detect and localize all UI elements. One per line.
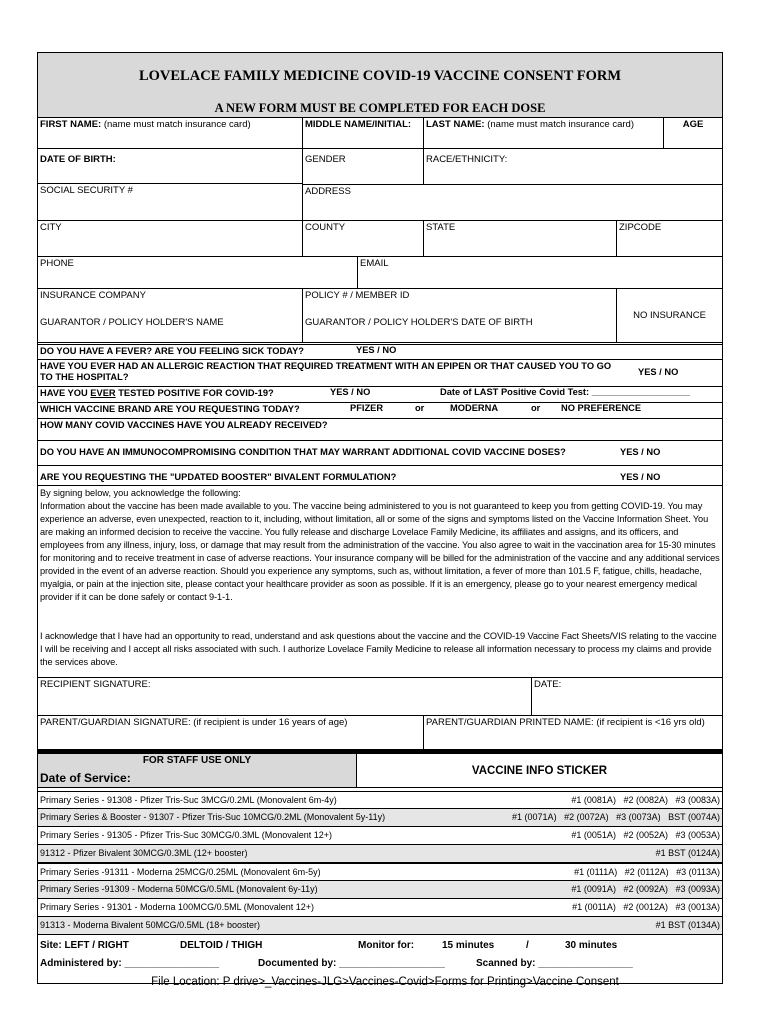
allergy-answer[interactable]: YES / NO	[638, 367, 679, 377]
middle-name-field[interactable]: MIDDLE NAME/INITIAL:	[303, 118, 424, 149]
immunocompromised-question: DO YOU HAVE AN IMMUNOCOMPROMISING CONDITION THAT MAY WARRANT ADDITIONAL COVID VACCINE DOSES? YES / NO	[38, 441, 722, 466]
immunocompromised-answer[interactable]: YES / NO	[620, 447, 661, 457]
signature-date-field[interactable]: DATE:	[532, 677, 722, 716]
scanned-by-field[interactable]: Scanned by: _________________	[476, 958, 633, 969]
date-of-service-field[interactable]: Date of Service:	[38, 768, 356, 788]
vaccine-product-label: Primary Series - 91308 - Pfizer Tris-Suc 3MCG/0.2ML (Monovalent 6m-4y)	[40, 795, 337, 805]
dose-codes[interactable]: #1 (0091A) #2 (0092A) #3 (0093A)	[571, 884, 720, 894]
site-left-right[interactable]: Site: LEFT / RIGHT	[40, 940, 129, 951]
form-title: LOVELACE FAMILY MEDICINE COVID-19 VACCINE CONSENT FORM	[38, 53, 722, 100]
documented-by-field[interactable]: Documented by: ___________________	[258, 958, 445, 969]
address-field[interactable]: ADDRESS	[303, 184, 722, 221]
booster-question: ARE YOU REQUESTING THE "UPDATED BOOSTER" BIVALENT FORMULATION? YES / NO	[38, 466, 722, 486]
site-deltoid-thigh[interactable]: DELTOID / THIGH	[180, 940, 263, 951]
consent-body: Information about the vaccine has been made available to you. The vaccine being administered to you is not guaranteed to keep you from getting COVID-19. You may experience an adverse, even unexpected, reaction to it, including, without limitation, all or some of the signs and symptoms listed on the Vaccine Information Sheet. You are making an informed decision to receive the vaccine. You fully release and discharge Lovelace Family Medicine, its affiliates and assigns, and its officers, and employees from any illness, injury, loss, or damage that may result from the administration of the vaccine. You also agree to wait in the vaccination area for 15-30 minutes for monitoring and to receive treatment in case of adverse reactions. Your insurance company will be billed for the administration of the vaccine and any additional services provided in the event of an adverse reaction. Should you experience any symptoms, such as, without limitation, a fever of more than 101.5 F, fatigue, chills, headache, myalgia, or pain at the injection site, please contact your healthcare provider as soon as possible. If it is an emergency, please go to your nearest emergency medical provider if it can be done safely or contact 9-1-1.	[40, 501, 720, 602]
no-preference-option[interactable]: NO PREFERENCE	[561, 403, 642, 413]
city-field[interactable]: CITY	[38, 221, 303, 257]
vaccine-product-label: Primary Series -91309 - Moderna 50MCG/0.5ML (Monovalent 6y-11y)	[40, 884, 318, 894]
administered-by-field[interactable]: Administered by: _________________	[40, 958, 220, 969]
monitor-30-option[interactable]: 30 minutes	[565, 940, 618, 951]
no-insurance-checkbox[interactable]: NO INSURANCE	[617, 289, 722, 343]
first-name-field[interactable]: FIRST NAME: (name must match insurance card)	[38, 118, 303, 149]
state-field[interactable]: STATE	[424, 221, 617, 257]
vaccine-product-label: Primary Series - 91301 - Moderna 100MCG/0.5ML (Monovalent 12+)	[40, 902, 315, 912]
parent-printed-name-field[interactable]: PARENT/GUARDIAN PRINTED NAME: (if recipient is <16 yrs old)	[424, 716, 722, 750]
insurance-company-field[interactable]: INSURANCE COMPANY	[38, 289, 303, 315]
fever-question: DO YOU HAVE A FEVER? ARE YOU FEELING SICK TODAY? YES / NO	[38, 344, 722, 360]
vaccine-code-row	[38, 791, 722, 809]
last-positive-date-field[interactable]: Date of LAST Positive Covid Test: ___________________	[440, 387, 690, 397]
vaccine-product-label: 91313 - Moderna Bivalent 50MCG/0.5ML (18+ booster)	[40, 920, 261, 930]
gender-field[interactable]: GENDER	[303, 149, 424, 184]
guarantor-dob-field[interactable]: GUARANTOR / POLICY HOLDER'S DATE OF BIRTH	[303, 315, 617, 343]
vaccine-product-label: 91312 - Pfizer Bivalent 30MCG/0.3ML (12+ booster)	[40, 848, 248, 858]
parent-signature-field[interactable]: PARENT/GUARDIAN SIGNATURE: (if recipient is under 16 years of age)	[38, 716, 424, 750]
covid-positive-answer[interactable]: YES / NO	[330, 387, 371, 397]
consent-intro: By signing below, you acknowledge the following:	[40, 488, 241, 498]
dose-codes[interactable]: #1 BST (0134A)	[655, 920, 720, 930]
staff-only-header: FOR STAFF USE ONLY	[38, 754, 356, 768]
race-field[interactable]: RACE/ETHNICITY:	[426, 154, 508, 165]
vaccine-product-label: Primary Series -91311 - Moderna 25MCG/0.25ML (Monovalent 6m-5y)	[40, 867, 321, 877]
consent-form	[37, 52, 723, 984]
phone-field[interactable]: PHONE	[38, 257, 358, 289]
vaccine-sticker-area[interactable]: VACCINE INFO STICKER	[356, 754, 722, 788]
vaccine-code-row	[38, 899, 722, 917]
dose-codes[interactable]: #1 (0111A) #2 (0112A) #3 (0113A)	[574, 867, 720, 877]
vaccine-code-row	[38, 827, 722, 845]
county-field[interactable]: COUNTY	[303, 221, 424, 257]
consent-acknowledgement: I acknowledge that I have had an opportunity to read, understand and ask questions about the vaccine and the COVID-19 Vaccine Fact Sheets/VIS relating to the vaccine I will be receiving and I accept all risks associated with such. I authorize Lovelace Family Medicine to release all information necessary to process my claims and provide the services above.	[40, 631, 717, 667]
vaccine-code-row	[38, 845, 722, 863]
recipient-signature-field[interactable]: RECIPIENT SIGNATURE:	[38, 677, 532, 716]
vaccine-code-row	[38, 881, 722, 899]
vaccines-received-question[interactable]: HOW MANY COVID VACCINES HAVE YOU ALREADY RECEIVED?	[38, 419, 722, 441]
file-location-footer: File Location: P drive>_Vaccines-JLG>Vaccines-Covid>Forms for Printing>Vaccine Consent	[151, 976, 619, 988]
dose-codes[interactable]: #1 (0051A) #2 (0052A) #3 (0053A)	[571, 830, 720, 840]
covid-positive-question: HAVE YOU EVER TESTED POSITIVE FOR COVID-19? YES / NO Date of LAST Positive Covid Test: ___________________	[38, 387, 722, 403]
guarantor-name-field[interactable]: GUARANTOR / POLICY HOLDER'S NAME	[38, 315, 303, 343]
booster-answer[interactable]: YES / NO	[620, 472, 661, 482]
age-field[interactable]: AGE	[664, 118, 722, 149]
signoff-row	[38, 955, 722, 973]
pfizer-option[interactable]: PFIZER	[350, 403, 384, 413]
vaccine-product-label: Primary Series & Booster - 91307 - Pfizer Tris-Suc 10MCG/0.2ML (Monovalent 5y-11y)	[40, 812, 386, 822]
vaccine-code-row	[38, 863, 722, 881]
moderna-option[interactable]: MODERNA	[450, 403, 499, 413]
dose-codes[interactable]: #1 BST (0124A)	[655, 848, 720, 858]
zipcode-field[interactable]: ZIPCODE	[617, 221, 722, 257]
vaccine-code-row	[38, 917, 722, 935]
email-field[interactable]: EMAIL	[358, 257, 722, 289]
fever-answer[interactable]: YES / NO	[356, 345, 397, 355]
ssn-field[interactable]: SOCIAL SECURITY #	[38, 184, 303, 221]
vaccine-product-label: Primary Series - 91305 - Pfizer Tris-Suc 30MCG/0.3ML (Monovalent 12+)	[40, 830, 333, 840]
monitor-15-option[interactable]: 15 minutes	[442, 940, 495, 951]
site-row: Site: LEFT / RIGHT DELTOID / THIGH Monitor for: 15 minutes / 30 minutes	[38, 937, 722, 955]
last-name-field[interactable]: LAST NAME: (name must match insurance card)	[424, 118, 664, 149]
form-subtitle: A NEW FORM MUST BE COMPLETED FOR EACH DOSE	[38, 99, 722, 118]
dose-codes[interactable]: #1 (0011A) #2 (0012A) #3 (0013A)	[572, 902, 720, 912]
vaccine-code-row	[38, 809, 722, 827]
dose-codes[interactable]: #1 (0081A) #2 (0082A) #3 (0083A)	[571, 795, 720, 805]
dob-field[interactable]: DATE OF BIRTH:	[38, 149, 303, 184]
brand-question: WHICH VACCINE BRAND ARE YOU REQUESTING TODAY? PFIZER or MODERNA or NO PREFERENCE	[38, 403, 722, 419]
dose-codes[interactable]: #1 (0071A) #2 (0072A) #3 (0073A) BST (0074A)	[512, 812, 720, 822]
policy-number-field[interactable]: POLICY # / MEMBER ID	[303, 289, 617, 315]
allergy-question: HAVE YOU EVER HAD AN ALLERGIC REACTION THAT REQUIRED TREATMENT WITH AN EPIPEN OR THAT CAUSED YOU TO GO TO THE HOSPITAL? YES / NO	[38, 360, 722, 387]
